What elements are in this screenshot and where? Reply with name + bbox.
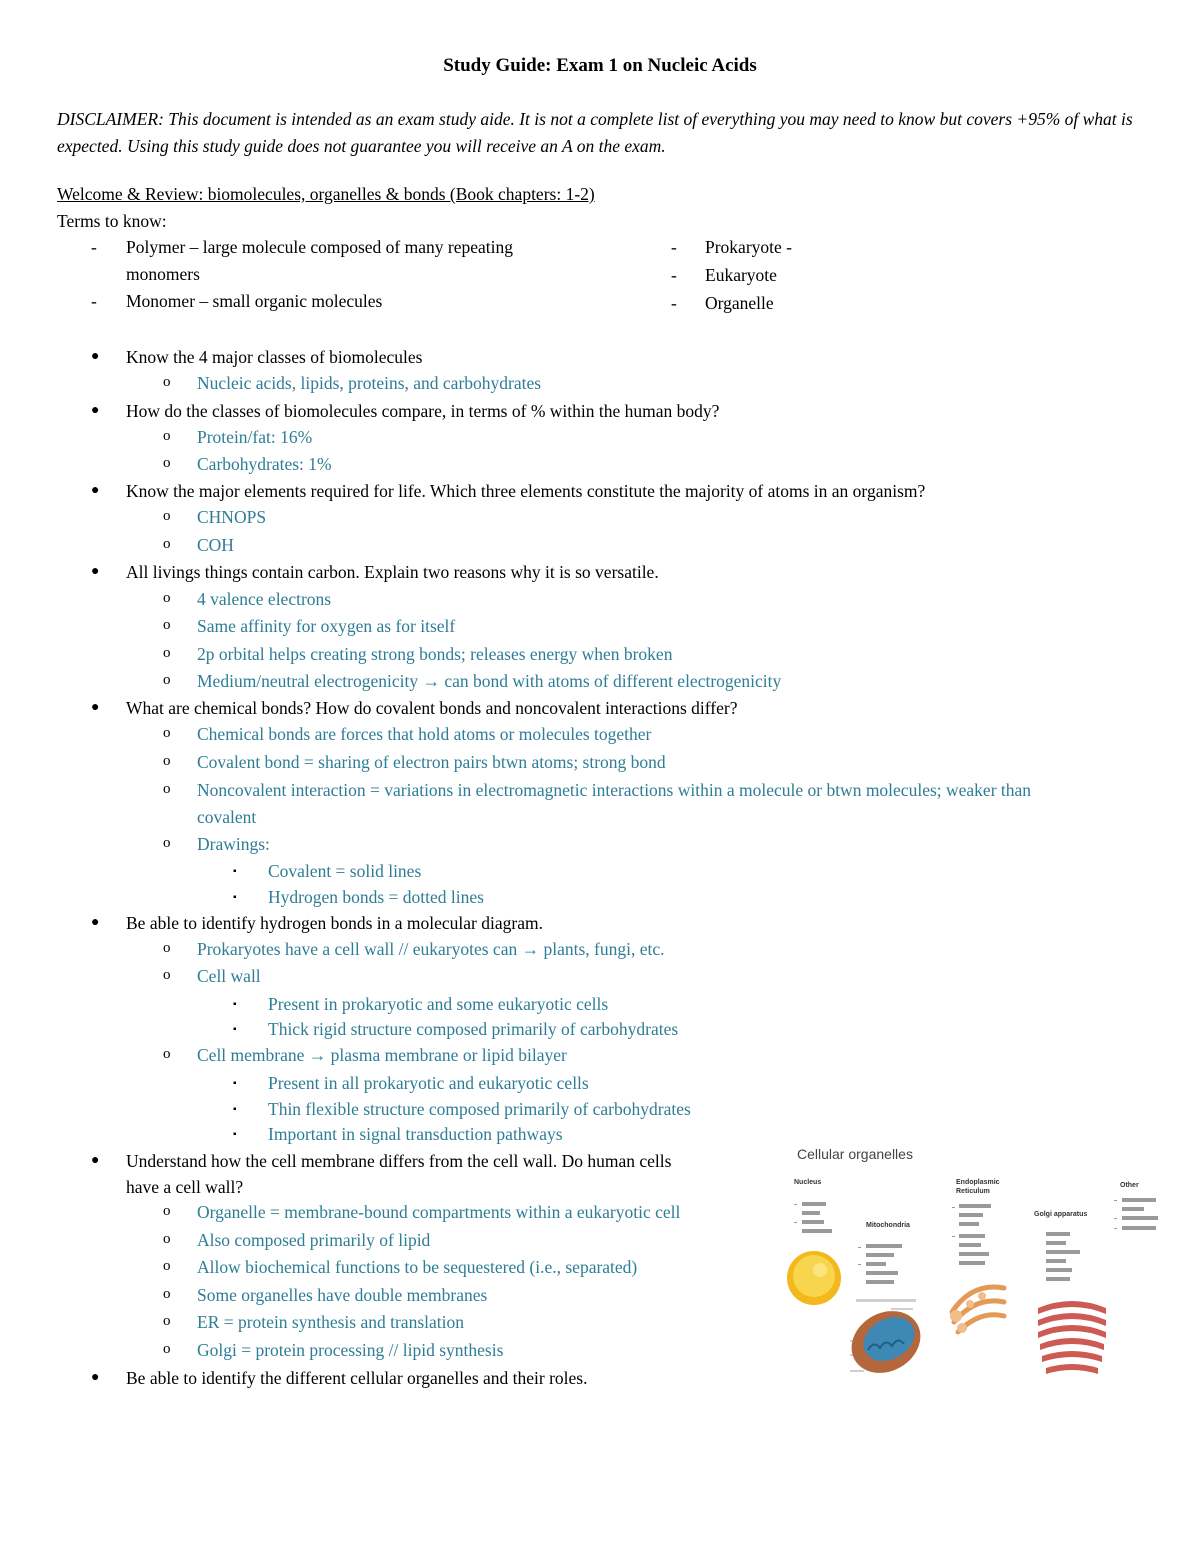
question-percent-body: How do the classes of biomolecules compare, in terms of % within the human body? bbox=[126, 401, 720, 421]
document-title: Study Guide: Exam 1 on Nucleic Acids bbox=[443, 55, 757, 76]
answer-bonds-definition: Chemical bonds are forces that hold atoms or molecules together bbox=[197, 724, 652, 744]
answer-coh: COH bbox=[197, 535, 234, 555]
bullet-dot: ● bbox=[91, 915, 100, 930]
circle-bullet: o bbox=[163, 455, 171, 471]
answer-chnops: CHNOPS bbox=[197, 507, 267, 527]
answer-valence: 4 valence electrons bbox=[197, 589, 332, 609]
question-elements: Know the major elements required for life. Which three elements constitute the majority of atoms in an organism? bbox=[126, 481, 926, 501]
answer-carbohydrates: Carbohydrates: 1% bbox=[197, 454, 332, 474]
circle-bullet: o bbox=[163, 590, 171, 606]
answer-organelle: Organelle = membrane-bound compartments within a eukaryotic cell bbox=[197, 1202, 681, 1222]
question-membrane-vs-wall: Understand how the cell membrane differs from the cell wall. Do human cells bbox=[126, 1151, 672, 1171]
circle-bullet: o bbox=[163, 753, 171, 769]
other-label: Other bbox=[1120, 1182, 1139, 1189]
bullet-dot: ● bbox=[91, 700, 100, 715]
term-polymer: Polymer – large molecule composed of many repeating bbox=[126, 237, 513, 257]
circle-bullet: o bbox=[163, 645, 171, 661]
circle-bullet: o bbox=[163, 725, 171, 741]
circle-bullet: o bbox=[163, 1258, 171, 1274]
cellular-organelles-figure bbox=[776, 1136, 1172, 1394]
square-bullet: ▪ bbox=[233, 1024, 237, 1035]
circle-bullet: o bbox=[163, 967, 171, 983]
answer-golgi: Golgi = protein processing // lipid synthesis bbox=[197, 1340, 504, 1360]
dash-bullet: - bbox=[671, 237, 677, 257]
circle-bullet: o bbox=[163, 781, 171, 797]
terms-label: Terms to know: bbox=[57, 211, 167, 231]
answer-sequestered: Allow biochemical functions to be sequestered (i.e., separated) bbox=[197, 1257, 638, 1277]
square-bullet: ▪ bbox=[233, 1129, 237, 1140]
answer-double-membranes: Some organelles have double membranes bbox=[197, 1285, 488, 1305]
square-bullet: ▪ bbox=[233, 1078, 237, 1089]
square-bullet: ▪ bbox=[233, 892, 237, 903]
dash-bullet: - bbox=[671, 265, 677, 285]
bullet-dot: ● bbox=[91, 403, 100, 418]
circle-bullet: o bbox=[163, 374, 171, 390]
circle-bullet: o bbox=[163, 1203, 171, 1219]
circle-bullet: o bbox=[163, 1313, 171, 1329]
term-eukaryote: Eukaryote bbox=[705, 265, 777, 285]
question-bonds: What are chemical bonds? How do covalent bonds and noncovalent interactions differ? bbox=[126, 698, 738, 718]
question-carbon: All livings things contain carbon. Explain two reasons why it is so versatile. bbox=[126, 562, 659, 582]
answer-er: ER = protein synthesis and translation bbox=[197, 1312, 464, 1332]
circle-bullet: o bbox=[163, 940, 171, 956]
circle-bullet: o bbox=[163, 1231, 171, 1247]
question-membrane-vs-wall-cont: have a cell wall? bbox=[126, 1177, 244, 1197]
circle-bullet: o bbox=[163, 536, 171, 552]
question-identify-organelles: Be able to identify the different cellular organelles and their roles. bbox=[126, 1368, 588, 1388]
answer-covalent-lines: Covalent = solid lines bbox=[268, 861, 422, 881]
term-monomer: Monomer – small organic molecules bbox=[126, 291, 383, 311]
answer-orbital: 2p orbital helps creating strong bonds; releases energy when broken bbox=[197, 644, 673, 664]
answer-wall-structure: Thick rigid structure composed primarily of carbohydrates bbox=[268, 1019, 679, 1039]
answer-electrogenicity: Medium/neutral electrogenicity → can bond with atoms of different electrogenicity bbox=[197, 671, 782, 691]
circle-bullet: o bbox=[163, 1046, 171, 1062]
term-prokaryote: Prokaryote - bbox=[705, 237, 792, 257]
term-polymer-cont: monomers bbox=[126, 264, 200, 284]
answer-wall-present: Present in prokaryotic and some eukaryotic cells bbox=[268, 994, 609, 1014]
answer-signal-transduction: Important in signal transduction pathways bbox=[268, 1124, 563, 1144]
bullet-dot: ● bbox=[91, 349, 100, 364]
square-bullet: ▪ bbox=[233, 866, 237, 877]
answer-cell-membrane: Cell membrane → plasma membrane or lipid bilayer bbox=[197, 1045, 567, 1065]
answer-classes: Nucleic acids, lipids, proteins, and carbohydrates bbox=[197, 373, 542, 393]
circle-bullet: o bbox=[163, 617, 171, 633]
answer-membrane-present: Present in all prokaryotic and eukaryotic cells bbox=[268, 1073, 589, 1093]
answer-membrane-structure: Thin flexible structure composed primarily of carbohydrates bbox=[268, 1099, 691, 1119]
answer-lipid: Also composed primarily of lipid bbox=[197, 1230, 431, 1250]
answer-prokaryote-wall: Prokaryotes have a cell wall // eukaryotes can → plants, fungi, etc. bbox=[197, 939, 665, 959]
square-bullet: ▪ bbox=[233, 999, 237, 1010]
answer-drawings: Drawings: bbox=[197, 834, 270, 854]
answer-noncovalent-cont: covalent bbox=[197, 807, 257, 827]
answer-protein-fat: Protein/fat: 16% bbox=[197, 427, 313, 447]
answer-hydrogen-lines: Hydrogen bonds = dotted lines bbox=[268, 887, 484, 907]
nucleus-label: Nucleus bbox=[794, 1179, 822, 1186]
bullet-dot: ● bbox=[91, 1153, 100, 1168]
bullet-dot: ● bbox=[91, 1370, 100, 1385]
circle-bullet: o bbox=[163, 672, 171, 688]
dash-bullet: - bbox=[91, 237, 97, 257]
bullet-dot: ● bbox=[91, 483, 100, 498]
circle-bullet: o bbox=[163, 508, 171, 524]
term-organelle: Organelle bbox=[705, 293, 774, 313]
question-hydrogen-bonds: Be able to identify hydrogen bonds in a molecular diagram. bbox=[126, 913, 543, 933]
mitochondria-label: Mitochondria bbox=[866, 1222, 910, 1229]
circle-bullet: o bbox=[163, 428, 171, 444]
er-label-2: Reticulum bbox=[956, 1188, 990, 1195]
section-heading: Welcome & Review: biomolecules, organelles & bonds (Book chapters: 1-2) bbox=[57, 184, 595, 204]
answer-noncovalent: Noncovalent interaction = variations in electromagnetic interactions within a molecule or btwn molecules; weaker than bbox=[197, 780, 1032, 800]
er-label-1: Endoplasmic bbox=[956, 1179, 1000, 1186]
answer-cell-wall: Cell wall bbox=[197, 966, 261, 986]
square-bullet: ▪ bbox=[233, 1104, 237, 1115]
dash-bullet: - bbox=[91, 291, 97, 311]
circle-bullet: o bbox=[163, 835, 171, 851]
question-biomolecule-classes: Know the 4 major classes of biomolecules bbox=[126, 347, 423, 367]
answer-covalent: Covalent bond = sharing of electron pairs btwn atoms; strong bond bbox=[197, 752, 666, 772]
golgi-label: Golgi apparatus bbox=[1034, 1211, 1088, 1218]
circle-bullet: o bbox=[163, 1286, 171, 1302]
disclaimer-text: DISCLAIMER: This document is intended as an exam study aide. It is not a complete list of everything you may need to know but covers +95% of what is expected. Using this study guide does not guarantee you will receive an A on the exam. bbox=[57, 109, 1133, 156]
dash-bullet: - bbox=[671, 293, 677, 313]
answer-affinity: Same affinity for oxygen as for itself bbox=[197, 616, 456, 636]
figure-title: Cellular organelles bbox=[797, 1146, 913, 1162]
circle-bullet: o bbox=[163, 1341, 171, 1357]
bullet-dot: ● bbox=[91, 564, 100, 579]
